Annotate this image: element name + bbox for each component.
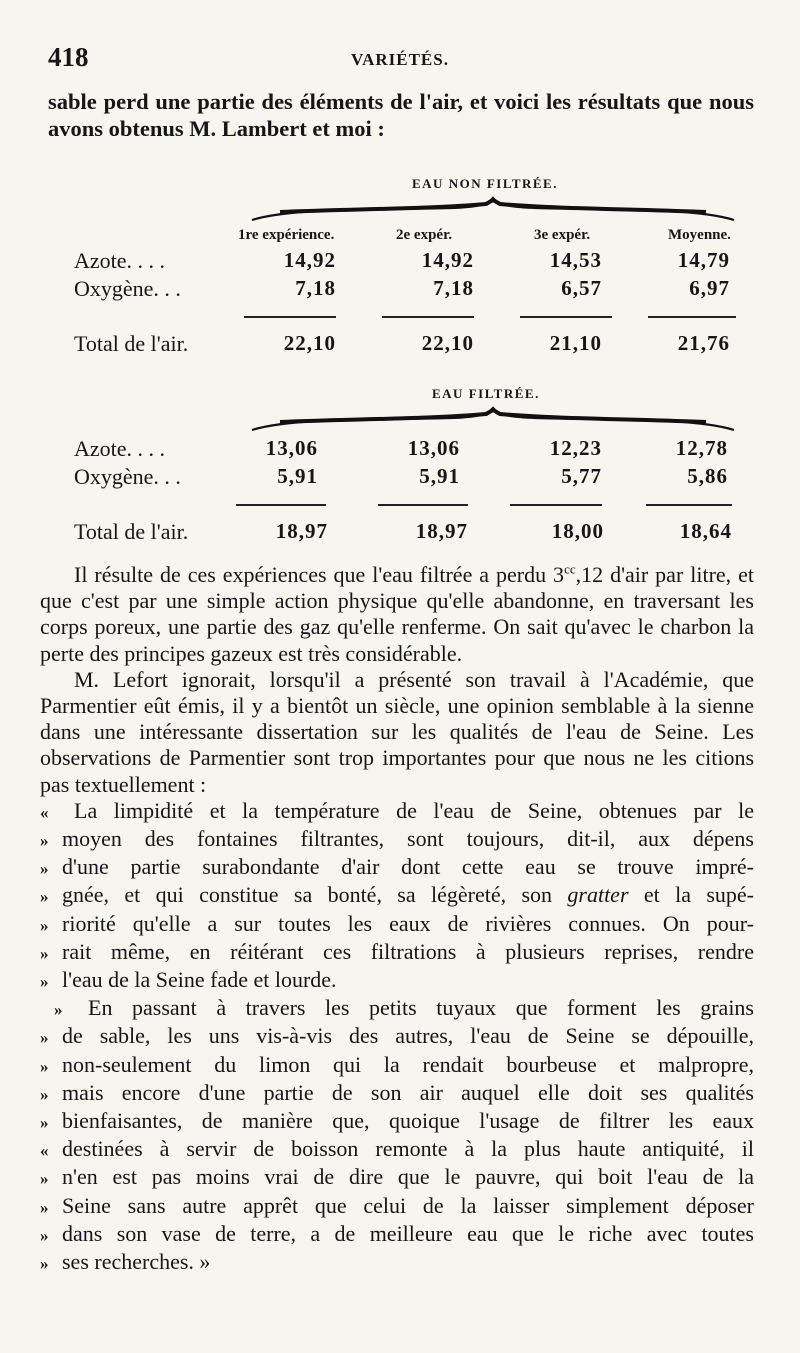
table-cell: 14,79 [677, 248, 730, 272]
table-cell: 18,00 [551, 519, 604, 543]
table-cell: 7,18 [433, 276, 474, 300]
quote-line: » moyen des fontaines filtrantes, sont toujours, dit-il, aux dépens [40, 826, 754, 854]
table-cell: 6,97 [689, 276, 730, 300]
quote-mark: » [40, 915, 49, 935]
table-cell: 5,91 [419, 464, 460, 488]
table-cell: 6,57 [561, 276, 602, 300]
quote-mark: » [40, 1028, 49, 1048]
quote-line: » gnée, et qui constitue sa bonté, sa légèreté, son gratter et la supé- [40, 882, 754, 910]
paragraph: M. Lefort ignorait, lorsqu'il a présenté son travail à l'Académie, que Parmentier eût émis, il y a bientôt un siècle, une opinion semblable à la sienne dans une intéressante dissertation sur les qualités de l'eau de Seine. Les observations de Parmentier sont trop importantes pour que nous ne les citions pas textuellement : [40, 666, 754, 797]
column-header: Moyenne. [668, 227, 731, 243]
quote-mark: » [40, 859, 49, 879]
column-header: 2e expér. [396, 227, 453, 243]
table-cell: 14,92 [283, 248, 336, 272]
sum-rule [648, 316, 736, 318]
column-header: 3e expér. [534, 227, 591, 243]
table-cell: 14,53 [549, 248, 602, 272]
quote-line: » rait même, en réitérant ces filtrations à plusieurs reprises, rendre [40, 939, 754, 967]
table-cell: 5,77 [561, 464, 602, 488]
paragraph: Il résulte de ces expériences que l'eau filtrée a perdu $3^{cc},12$ d'air par litre, et que c'est par une simple action physique qu'elle abandonne, en traversant les corps poreux, une partie des gaz qu'elle renferme. On sait qu'avec le charbon la perte des principes gazeux est très considérable. [40, 561, 754, 666]
body-text [40, 562, 754, 1277]
total-label: Total de l'air. [74, 331, 189, 356]
total-label: Total de l'air. [74, 519, 189, 544]
row-label: Oxygène. . . [74, 464, 181, 489]
quote-line: » l'eau de la Seine fade et lourde. [40, 967, 754, 995]
sum-rule [244, 316, 336, 318]
column-header: 1re expérience. [238, 227, 335, 243]
table-cell: 13,06 [265, 436, 318, 460]
quote-line: » mais encore d'une partie de son air auquel elle doit ses qualités [40, 1080, 754, 1108]
quote-line: « destinées à servir de boisson remonte à la plus haute antiquité, il [40, 1136, 754, 1164]
quote-mark: » [40, 1113, 49, 1133]
table-caption: EAU FILTRÉE. [432, 386, 540, 401]
sum-rule [520, 316, 612, 318]
quote-mark: » [40, 1056, 49, 1076]
running-head: VARIÉTÉS. [351, 50, 449, 69]
curly-brace-icon [250, 196, 736, 222]
quote-line: » Seine sans autre apprêt que celui de la laisser simplement déposer [40, 1193, 754, 1221]
quote-line: » d'une partie surabondante d'air dont cette eau se trouve impré- [40, 854, 754, 882]
quote-line: » En passant à travers les petits tuyaux que forment les grains [40, 995, 754, 1023]
table-cell: 21,10 [549, 331, 602, 355]
quote-mark: » [40, 1169, 49, 1189]
quote-line: » n'en est pas moins vrai de dire que le pauvre, qui boit l'eau de la [40, 1164, 754, 1192]
quote-line: » non-seulement du limon qui la rendait bourbeuse et malpropre, [40, 1052, 754, 1080]
table-cell: 13,06 [407, 436, 460, 460]
table-cell: 12,78 [675, 436, 728, 460]
quote-mark: » [40, 1254, 49, 1274]
sum-rule [378, 504, 468, 506]
quote-mark: « [40, 802, 49, 822]
curly-brace-icon [250, 406, 736, 432]
table-cell: 22,10 [421, 331, 474, 355]
quote-line: » dans son vase de terre, a de meilleure eau que le riche avec toutes [40, 1221, 754, 1249]
sum-rule [510, 504, 602, 506]
table-cell: 12,23 [549, 436, 602, 460]
quote-mark: » [40, 943, 49, 963]
table-cell: 14,92 [421, 248, 474, 272]
sum-rule [236, 504, 326, 506]
table-cell: 18,64 [679, 519, 732, 543]
row-label: Azote. . . . [74, 248, 166, 273]
table-cell: 21,76 [677, 331, 730, 355]
quote-mark: » [40, 1225, 49, 1245]
table-cell: 18,97 [415, 519, 468, 543]
row-label: Azote. . . . [74, 436, 166, 461]
page-header [48, 42, 752, 78]
row-label: Oxygène. . . [74, 276, 181, 301]
quote-line: » riorité qu'elle a sur toutes les eaux de rivières connues. On pour- [40, 911, 754, 939]
quote-line: « La limpidité et la température de l'eau de Seine, obtenues par le [40, 798, 754, 826]
quote-line: » bienfaisantes, de manière que, quoique l'usage de filtrer les eaux [40, 1108, 754, 1136]
quote-mark: » [40, 1197, 49, 1217]
table-cell: 22,10 [283, 331, 336, 355]
table-cell: 18,97 [275, 519, 328, 543]
table-cell: 5,91 [277, 464, 318, 488]
sum-rule [646, 504, 732, 506]
quote-mark: « [40, 1141, 49, 1161]
table-cell: 7,18 [295, 276, 336, 300]
quote-mark: » [40, 887, 49, 907]
quote-mark: » [40, 1084, 49, 1104]
table-cell: 5,86 [687, 464, 728, 488]
quotation-block [40, 798, 754, 1277]
quote-line: » ses recherches. » [40, 1249, 754, 1277]
sum-rule [382, 316, 474, 318]
table-caption: EAU NON FILTRÉE. [412, 176, 558, 191]
intro-paragraph: sable perd une partie des éléments de l'air, et voici les résultats que nous avons obtenus M. Lambert et moi : [48, 89, 754, 141]
quote-mark: » [40, 831, 49, 851]
quote-line: » de sable, les uns vis-à-vis des autres, l'eau de Seine se dépouille, [40, 1023, 754, 1051]
page-number: 418 [48, 42, 89, 72]
quote-mark: » [54, 1000, 63, 1020]
quote-mark: » [40, 972, 49, 992]
